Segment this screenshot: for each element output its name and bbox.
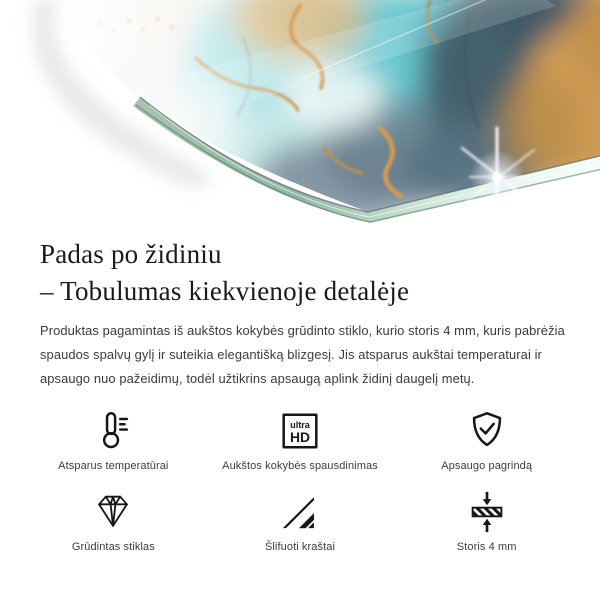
feature-polished-edges — [207, 489, 394, 553]
features-grid — [20, 408, 580, 553]
feature-thickness — [393, 489, 580, 553]
polished-edges-icon — [277, 489, 323, 535]
feature-label: Aukštos kokybės spausdinimas — [222, 460, 378, 472]
description-section — [0, 234, 600, 553]
title-line-2: – Tobulumas kiekvienoje detalėje — [40, 276, 410, 306]
shield-check-icon — [464, 408, 510, 454]
ultra-hd-icon — [277, 408, 323, 454]
thickness-icon — [464, 489, 510, 535]
svg-text:HD: HD — [289, 429, 311, 446]
feature-label: Grūdintas stiklas — [71, 541, 155, 553]
feature-heat-resistant — [20, 408, 207, 472]
glass-panel-illustration — [0, 0, 600, 234]
title-line-1: Padas po židiniu — [40, 239, 222, 269]
page-title — [40, 236, 600, 310]
diamond-icon — [90, 489, 136, 535]
feature-label: Storis 4 mm — [456, 541, 517, 553]
feature-print-quality — [207, 408, 394, 472]
feature-protects-base — [393, 408, 580, 472]
product-description: Produktas pagamintas iš aukštos kokybės grūdinto stiklo, kurio storis 4 mm, kuris pabrėžia spaudos spalvų gylį ir suteikia elegantišką blizgesį. Jis atsparus aukštai temperaturai ir apsaugo nuo pažeidimų, todėl užtikrins apsaugą aplink židinį daugelį metų. — [40, 323, 565, 386]
svg-text:ultra: ultra — [290, 420, 310, 431]
feature-label: Atsparus temperatūrai — [58, 460, 169, 472]
product-photo — [0, 0, 600, 234]
feature-label: Šlifuoti kraštai — [264, 541, 336, 553]
feature-tempered-glass — [20, 489, 207, 553]
feature-label: Apsaugo pagrindą — [441, 460, 533, 472]
thermometer-icon — [90, 408, 136, 454]
